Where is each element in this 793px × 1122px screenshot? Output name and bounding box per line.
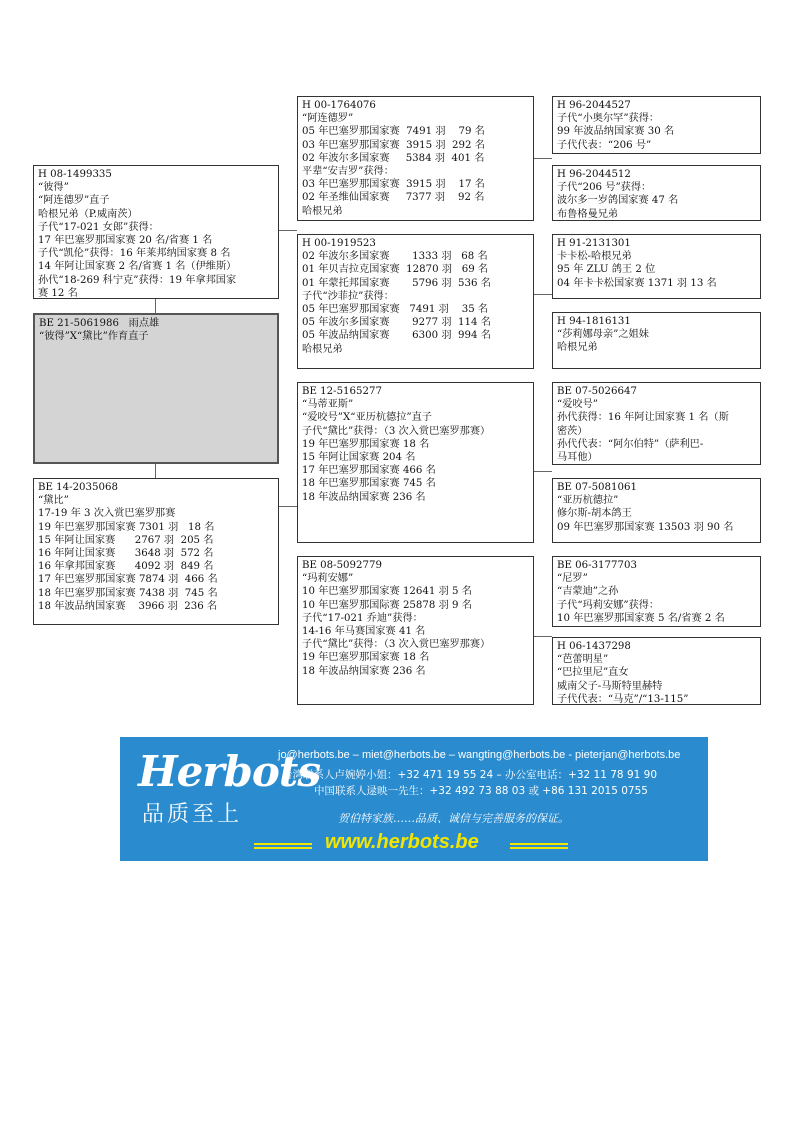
card-line: 05 年波品纳国家赛 6300 羽 994 名 [302,330,491,342]
card-line: “阿连德罗”直子 [38,195,110,207]
card-line: 子代代表：“马克”/“13-115” [557,693,689,705]
dss-card [552,382,761,465]
card-line: 密茨） [557,425,588,437]
card-line: 子代“沙菲拉”获得： [302,290,394,302]
card-line: 02 年波尔多国家赛 5384 羽 401 名 [302,152,485,164]
card-line: 03 年巴塞罗那国家赛 3915 羽 292 名 [302,139,485,151]
contact-emails[interactable]: jo@herbots.be – miet@herbots.be – wangting@herbots.be - pieterjan@herbots.be [278,749,681,761]
card-line: “彼得” [38,182,69,194]
decor-line-left [254,843,312,845]
card-line: 17 年巴塞罗那国家赛 20 名/省赛 1 名 [38,235,213,247]
herbots-banner [120,737,708,861]
card-line: 19 年巴塞罗那国家赛 7301 羽 18 名 [38,521,215,533]
card-line: 05 年巴塞罗那国家赛 7491 羽 35 名 [302,304,489,316]
card-line: 17 年巴塞罗那国家赛 466 名 [302,465,436,477]
card-line: 哈根兄弟 [557,342,598,354]
card-line: 01 年蒙托邦国家赛 5796 羽 536 名 [302,277,491,289]
card-line: 18 年波品纳国家赛 3966 羽 236 名 [38,600,218,612]
card-line: 子代代表：“206 号” [557,139,652,151]
card-line: 10 年巴塞罗那国家赛 12641 羽 5 名 [302,586,472,598]
ring-number: BE 08-5092779 [302,560,382,571]
card-line: 威南父子-马斯特里赫特 [557,680,663,692]
dam-card [33,478,279,625]
ring-number: BE 06-3177703 [557,560,637,571]
slogan: 品质至上 [142,802,243,827]
card-line: “芭蕾明星” [557,654,609,666]
card-line: 18 年巴塞罗那国家赛 7438 羽 745 名 [38,587,218,599]
card-line: 修尔斯-胡本鸽王 [557,508,632,520]
card-line: 18 年波品纳国家赛 236 名 [302,491,426,503]
card-line: 哈根兄弟 [302,343,343,355]
connector-sd-sds [534,294,552,295]
ring-number: H 91-2131301 [557,238,631,249]
card-line: 18 年波品纳国家赛 236 名 [302,665,426,677]
decor-line-right [510,843,568,845]
card-line: 15 年阿让国家赛 2767 羽 205 名 [38,534,214,546]
card-line: 99 年波品纳国家赛 30 名 [557,126,675,138]
card-line: “爱咬号” [557,399,598,411]
dam-dam-card [297,556,534,705]
card-line: 16 年阿让国家赛 3648 羽 572 名 [38,548,214,560]
sss-card [552,96,761,154]
card-line: 波尔多一岁鸽国家赛 47 名 [557,195,679,207]
website-link[interactable]: www.herbots.be [325,831,479,853]
card-line: 16 年拿邦国家赛 4092 羽 849 名 [38,561,214,573]
card-line: 03 年巴塞罗那国家赛 3915 羽 17 名 [302,179,485,191]
card-line: “阿连德罗” [302,113,354,125]
card-line: 10 年巴塞罗那国际赛 25878 羽 9 名 [302,599,472,611]
ring-number: H 00-1764076 [302,100,376,111]
contact-phone-china: 中国联系人逯映一先生：+32 492 73 88 03 或 +86 131 2015 0755 [314,785,648,797]
card-line: 子代“玛莉安娜”获得： [557,599,660,611]
card-line: 95 年 ZLU 鸽王 2 位 [557,264,656,276]
card-line: 孙代“18-269 科宁克”获得：19 年拿邦国家 [38,274,237,286]
dds-card [552,556,761,627]
card-line: “莎莉娜母亲”之姐妹 [557,329,649,341]
card-line: 子代“小奥尔罕”获得： [557,113,660,125]
card-line: 05 年巴塞罗那国家赛 7491 羽 79 名 [302,126,485,138]
card-line: “吉蒙迪”之孙 [557,586,619,598]
card-line: 子代“17-021 女郎”获得： [38,221,159,233]
card-line: 15 年阿让国家赛 204 名 [302,452,416,464]
card-line: “巴拉里尼”直女 [557,667,629,679]
dsd-card [552,478,761,543]
ring-number: H 06-1437298 [557,641,631,652]
card-line: 19 年巴塞罗那国家赛 18 名 [302,438,430,450]
card-line: 14 年阿让国家赛 2 名/省赛 1 名（伊维斯） [38,261,237,273]
ring-number: H 96-2044527 [557,100,631,111]
card-line: 布鲁格曼兄弟 [557,208,619,220]
tagline: 贺伯特家族……品质、诚信与完善服务的保证。 [338,812,569,825]
ring-number: BE 12-5165277 [302,386,382,397]
sds-card [552,234,761,299]
card-line: “玛莉安娜” [302,573,354,585]
sire-dam-card [297,234,534,369]
connector-dam-grandparents [279,506,297,507]
card-line: 14-16 年马赛国家赛 41 名 [302,626,426,638]
card-line: 17-19 年 3 次入赏巴塞罗那赛 [38,508,176,520]
card-line: 05 年波尔多国家赛 9277 羽 114 名 [302,317,491,329]
connector-sire-grandparents [279,230,297,231]
card-line: “爱咬号”X“亚历杭德拉”直子 [302,412,432,424]
connector-sire-subject [155,298,156,314]
card-line: 子代“17-021 乔迪”获得： [302,612,423,624]
ring-number: H 00-1919523 [302,238,376,249]
contact-phone-taiwan: 台湾联系人卢婉婷小姐：+32 471 19 55 24 – 办公室电话：+32 11 78 91 90 [282,769,658,781]
herbots-logo: Herbots [138,747,320,796]
ring-number: BE 14-2035068 [38,482,118,493]
card-line: 子代“黛比”获得：（3 次入赏巴塞罗那赛） [302,425,491,437]
dam-sire-card [297,382,534,543]
decor-line-left-2 [254,847,312,849]
subject-card [33,313,279,464]
card-line: 子代“206 号”获得： [557,182,652,194]
connector-subject-dam [155,463,156,479]
ring-number: H 96-2044512 [557,169,631,180]
card-line: 18 年巴塞罗那国家赛 745 名 [302,478,436,490]
ddd-card [552,637,761,705]
card-line: 赛 12 名 [38,287,78,299]
card-line: 子代“凯伦”获得：16 年莱邦纳国家赛 8 名 [38,248,231,260]
card-line: 哈根兄弟（P.威南茨） [38,208,138,220]
card-line: 09 年巴塞罗那国家赛 13503 羽 90 名 [557,521,734,533]
connector-ss-sss [534,158,552,159]
connector-dd-dds [534,636,552,637]
card-line: 孙代获得：16 年阿让国家赛 1 名（斯 [557,412,729,424]
decor-line-right-2 [510,847,568,849]
card-line: 01 年贝吉拉克国家赛 12870 羽 69 名 [302,264,489,276]
ring-number: BE 21-5061986 雨点雄 [39,318,160,329]
card-line: 孙代代表：“阿尔伯特”（萨利巴- [557,438,704,450]
card-line: “彼得”X“黛比”作育直子 [39,331,149,343]
card-line: “尼罗” [557,573,588,585]
card-line: 04 年卡卡松国家赛 1371 羽 13 名 [557,277,717,289]
ring-number: H 94-1816131 [557,316,631,327]
connector-ds-dss [534,471,552,472]
ring-number: BE 07-5081061 [557,482,637,493]
sire-sire-card [297,96,534,221]
card-line: 19 年巴塞罗那国家赛 18 名 [302,652,430,664]
card-line: 哈根兄弟 [302,205,343,217]
card-line: 17 年巴塞罗那国家赛 7874 羽 466 名 [38,574,218,586]
ring-number: H 08-1499335 [38,169,112,180]
card-line: 平辈“安吉罗”获得： [302,166,394,178]
card-line: 10 年巴塞罗那国家赛 5 名/省赛 2 名 [557,612,725,624]
card-line: 子代“黛比”获得：（3 次入赏巴塞罗那赛） [302,639,491,651]
card-line: “黛比” [38,495,69,507]
card-line: 马耳他） [557,452,598,464]
ssd-card [552,165,761,221]
card-line: “马蒂亚斯” [302,399,354,411]
sire-card [33,165,279,299]
card-line: “亚历杭德拉” [557,495,619,507]
sdd-card [552,312,761,369]
card-line: 02 年圣维仙国家赛 7377 羽 92 名 [302,192,485,204]
card-line: 02 年波尔多国家赛 1333 羽 68 名 [302,251,488,263]
card-line: 卡卡松-哈根兄弟 [557,251,632,263]
ring-number: BE 07-5026647 [557,386,637,397]
